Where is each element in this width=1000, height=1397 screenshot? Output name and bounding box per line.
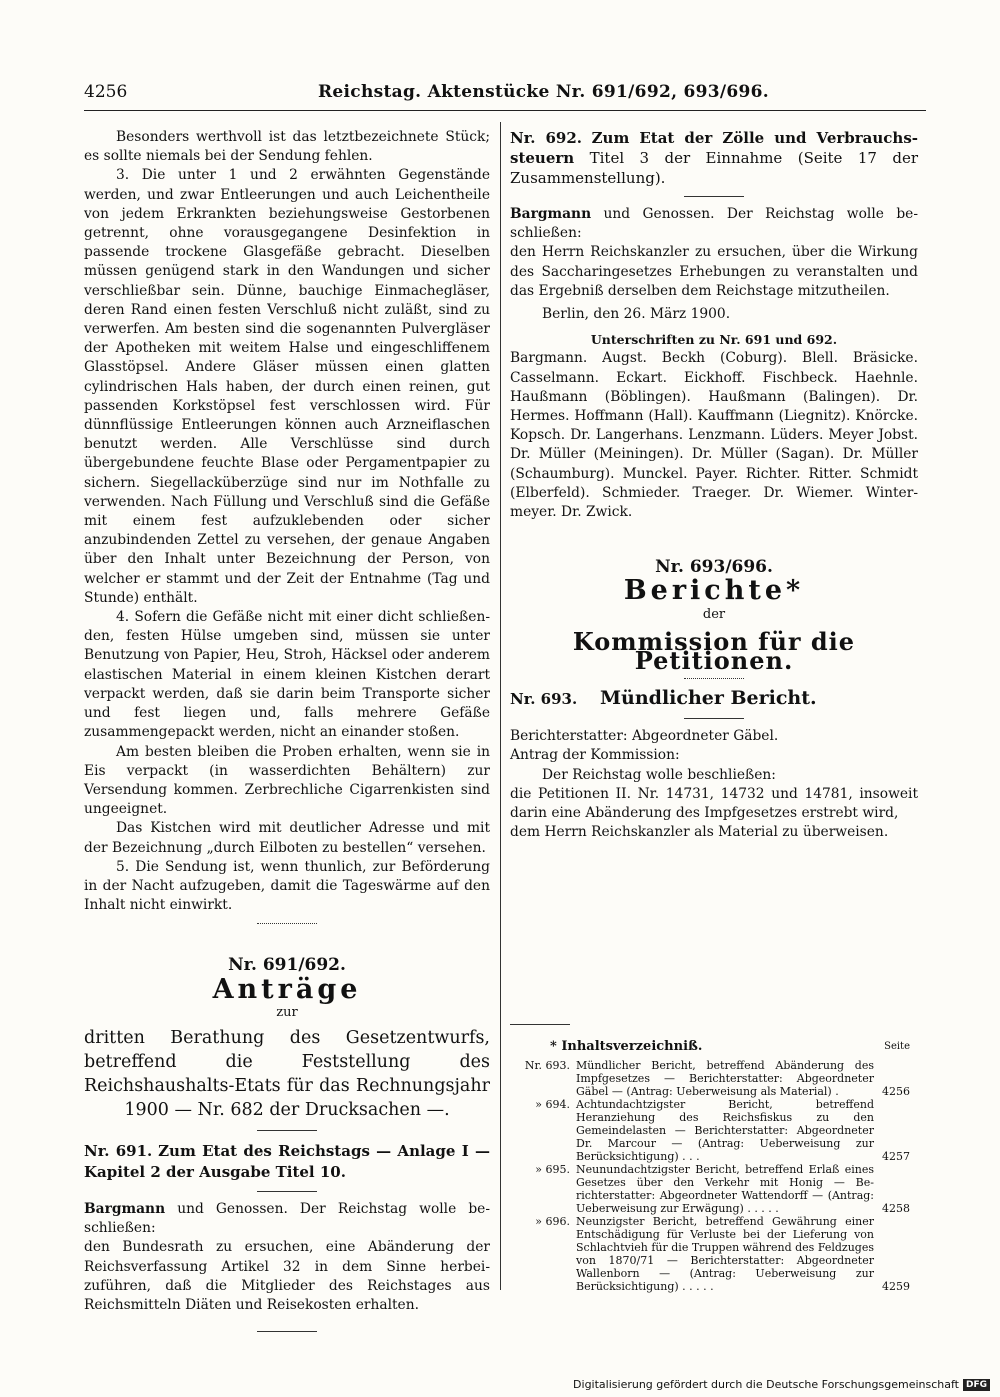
section-title: Anträge <box>212 973 362 1005</box>
motion-title: Zum Etat der Zölle und Verbrauchssteuern <box>510 129 918 167</box>
referral-text: dem Herrn Reichskanzler als Material zu überweisen. <box>510 824 889 841</box>
running-title: Reichstag. Aktenstücke Nr. 691/692, 693/696. <box>318 82 770 102</box>
motion-intro-text: und Genossen. Der Reichstag wolle beschließen: <box>84 1200 490 1237</box>
paragraph: 3. Die unter 1 und 2 erwähnten Gegenstände werden, und zwar Entleerungen und auch Leichentheile von jedem Erkrankten beziehungsweise Gestorbenen getrennt, ohne vorausgegangene Desinfektion in passende trockene Glasgefäße gebracht. Dieselben müssen genügend stark in den Wandungen und sicher verschließbar sein. Dünne, bauchige Einmachegläser, deren Rand einen festen Verschluß nicht zuläßt, sind zu verwerfen. Am besten sind die sogenannten Pulvergläser der Apotheken mit weitem Halse und eingeschliffenem Glasstöpsel. Andere Gläser müssen einen glatten cylindrischen Hals haben, der durch einen reinen, gut passenden Korkstöpsel fest verschlossen wird. Für dünnflüssige Entleerungen können auch Arzneiflaschen benutzt werden. Alle Verschlüsse sind durch übergebundene feuchte Blase oder Pergamentpapier zu sichern. Siegellacküberzüge sind nur im Nothfalle zu verwenden. Nach Füllung und Verschluß sind die Gefäße mit einem fest aufzuklebenden oder sicher anzubindenden Zettel zu versehen, der genaue Angaben über den Inhalt unter Bezeichnung der Person, von welcher er stammt und der Zeit der Entnahme (Tag und Stunde) enthält. <box>84 167 490 606</box>
motion-heading <box>510 128 918 188</box>
paragraph: Am besten bleiben die Proben erhalten, wenn sie in Eis verpackt (in wasserdichten Behältern) zur Versendung kommen. Zerbrechliche Cigarrenkisten sind ungeeignet. <box>84 743 490 818</box>
motion-title-rest: Titel 3 der Einnahme (Seite 17 der Zusammenstellung). <box>510 149 918 187</box>
toc-title: * Inhaltsverzeichniß. <box>550 1039 703 1054</box>
petition-text: die Petitionen II. Nr. 14731, 14732 und 14781, insoweit darin eine Abänderung des Impfgesetzes erstrebt wird, <box>510 785 918 822</box>
motion-title: Zum Etat des Reichstags — Anlage I — Kapitel 2 der Ausgabe Titel 10. <box>84 1141 490 1181</box>
toc-item-page: 4256 <box>882 1085 910 1098</box>
toc-item-number: Nr. 693. <box>524 1059 570 1072</box>
running-header <box>84 82 926 108</box>
toc-row <box>510 1059 910 1098</box>
section-description: dritten Berathung des Gesetzentwurfs, betreffend die Feststellung des Reichshaushalts-Etats für das Rechnungsjahr 1900 — Nr. 682 der Drucksachen —. <box>84 1027 490 1120</box>
toc-item-number: » 694. <box>535 1098 570 1111</box>
toc-item-text: Neunzigster Bericht, betreffend Gewährung einer Entschädigung für Verluste bei der Lieferung von Schlachtvieh für die Truppen während des Feldzuges von 1870/71 — Berichterstatter: Abgeordneter Wallenborn — (Antrag: Ueberweisung zur Berücksichtigung) . . . . . <box>576 1215 874 1293</box>
header-rule <box>84 110 926 111</box>
motion-number: Nr. 691. <box>84 1141 153 1160</box>
digitization-footer <box>573 1378 990 1391</box>
section-sub: zur <box>276 1004 298 1020</box>
section-title: Berichte* <box>623 575 805 607</box>
report-heading <box>510 687 918 710</box>
divider <box>684 718 744 719</box>
right-column <box>510 128 918 842</box>
motion-intro <box>510 205 918 243</box>
toc-item-text: Achtundachtzigster Bericht, betreffend Heranziehung des Reichsfiskus zu den Gemeindelasten — Berichterstatter: Abgeordneter Dr. Marcour — (Antrag: Ueberweisung zur Berücksichtigung) . . . <box>576 1098 874 1163</box>
wolle-line: Der Reichstag wolle beschließen: <box>542 766 776 783</box>
date-line: Berlin, den 26. März 1900. <box>542 306 731 323</box>
signatures: Bargmann. Augst. Beckh (Coburg). Blell. Bräsicke. Casselmann. Eckart. Eickhoff. Fischbeck. Haehnle. Haußmann (Böblingen). Haußmann (Balingen). Dr. Hermes. Hoffmann (Hall). Kauffmann (Liegnitz). Knörcke. Kopsch. Dr. Langerhans. Lenzmann. Lüders. Meyer Jobst. Dr. Müller (Meiningen). Dr. Müller (Sagan). Dr. Müller (Schaumburg). Munckel. Payer. Richter. Ritter. Schmidt (Elberfeld). Schmieder. Traeger. Dr. Wiemer. Wintermeyer. Dr. Zwick. <box>510 350 918 521</box>
toc-item-number: » 696. <box>535 1215 570 1228</box>
section-sub: der <box>702 606 726 622</box>
motion-intro-text: und Genossen. Der Reichstag wolle beschließen: <box>510 206 918 242</box>
toc-item-text: Neunundachtzigster Bericht, betreffend Erlaß eines Gesetzes über den Verkehr mit Honig — Berichterstatter: Abgeordneter Wattendorff — (Antrag: Ueberweisung zur Erwägung) . . . . . <box>576 1163 874 1215</box>
dfg-logo-icon: DFG <box>963 1379 990 1391</box>
motion-text: den Bundesrath zu ersuchen, eine Abänderung der Reichsverfassung Artikel 32 in dem Sinne herbeizuführen, daß die Mitglieder des Reichstages aus Reichsmitteln Diäten und Reisekosten erhalten. <box>84 1239 490 1313</box>
signatures-heading: Unterschriften zu Nr. 691 und 692. <box>590 332 838 348</box>
toc-row <box>510 1163 910 1215</box>
left-column <box>84 128 490 1340</box>
motion-text: den Herrn Reichskanzler zu ersuchen, über die Wirkung des Saccharingesetzes Erhebungen zu veranstalten und das Ergebniß derselben dem Reichstage mitzutheilen. <box>510 244 918 299</box>
divider <box>257 1130 317 1131</box>
divider <box>257 1331 317 1332</box>
divider <box>257 1191 317 1192</box>
toc-row <box>510 1098 910 1163</box>
mover-name: Bargmann <box>510 206 592 222</box>
footer-text: Digitalisierung gefördert durch die Deutsche Forschungsgemeinschaft <box>573 1378 959 1391</box>
page-number: 4256 <box>84 82 128 102</box>
toc-item-page: 4257 <box>882 1150 910 1163</box>
paragraph: 5. Die Sendung ist, wenn thunlich, zur Beförderung in der Nacht aufzugeben, damit die Tageswärme auf den Inhalt nicht einwirkt. <box>84 858 490 914</box>
motion-intro <box>84 1200 490 1238</box>
footnote-rule <box>510 1024 570 1025</box>
reporter-line: Berichterstatter: Abgeordneter Gäbel. <box>510 728 779 745</box>
toc-item-number: » 695. <box>535 1163 570 1176</box>
column-divider <box>500 122 501 1290</box>
section-number: Nr. 691/692. <box>228 955 346 976</box>
section-number: Nr. 693/696. <box>655 557 773 578</box>
divider <box>684 196 744 197</box>
paragraph: Besonders werthvoll ist das letztbezeichnete Stück; es sollte niemals bei der Sendung fehlen. <box>84 129 490 165</box>
motion-number: Nr. 692. <box>510 129 583 147</box>
divider <box>684 678 744 679</box>
toc-item-page: 4258 <box>882 1202 910 1215</box>
mover-name: Bargmann <box>84 1200 166 1217</box>
toc-item-text: Mündlicher Bericht, betreffend Abänderung des Impfgesetzes — Berichterstatter: Abgeordneter Gäbel — (Antrag: Ueberweisung als Material) . <box>576 1059 874 1098</box>
commission-title: Kommission für die Petitionen. <box>572 626 856 676</box>
toc-item-page: 4259 <box>882 1280 910 1293</box>
paragraph: Das Kistchen wird mit deutlicher Adresse und mit der Bezeichnung „durch Eilboten zu bestellen“ versehen. <box>84 820 490 856</box>
toc-row <box>510 1215 910 1293</box>
toc-header <box>510 1040 910 1053</box>
table-of-contents <box>510 1040 910 1293</box>
motion-heading <box>84 1141 490 1183</box>
divider <box>257 923 317 924</box>
report-number: Nr. 693. <box>510 690 578 709</box>
toc-page-label: Seite <box>884 1041 910 1052</box>
antrag-line: Antrag der Kommission: <box>510 747 680 764</box>
report-title: Mündlicher Bericht. <box>600 687 817 710</box>
paragraph: 4. Sofern die Gefäße nicht mit einer dicht schließenden, festen Hülse umgeben sind, müssen sie unter Benutzung von Papier, Heu, Stroh, Häcksel oder anderem elastischen Material in einem kleinen Kistchen derart verpackt werden, daß sie darin beim Transporte sicher und fest liegen und, falls mehrere Gefäße zusammengepackt werden, nicht an einander stoßen. <box>84 609 490 741</box>
